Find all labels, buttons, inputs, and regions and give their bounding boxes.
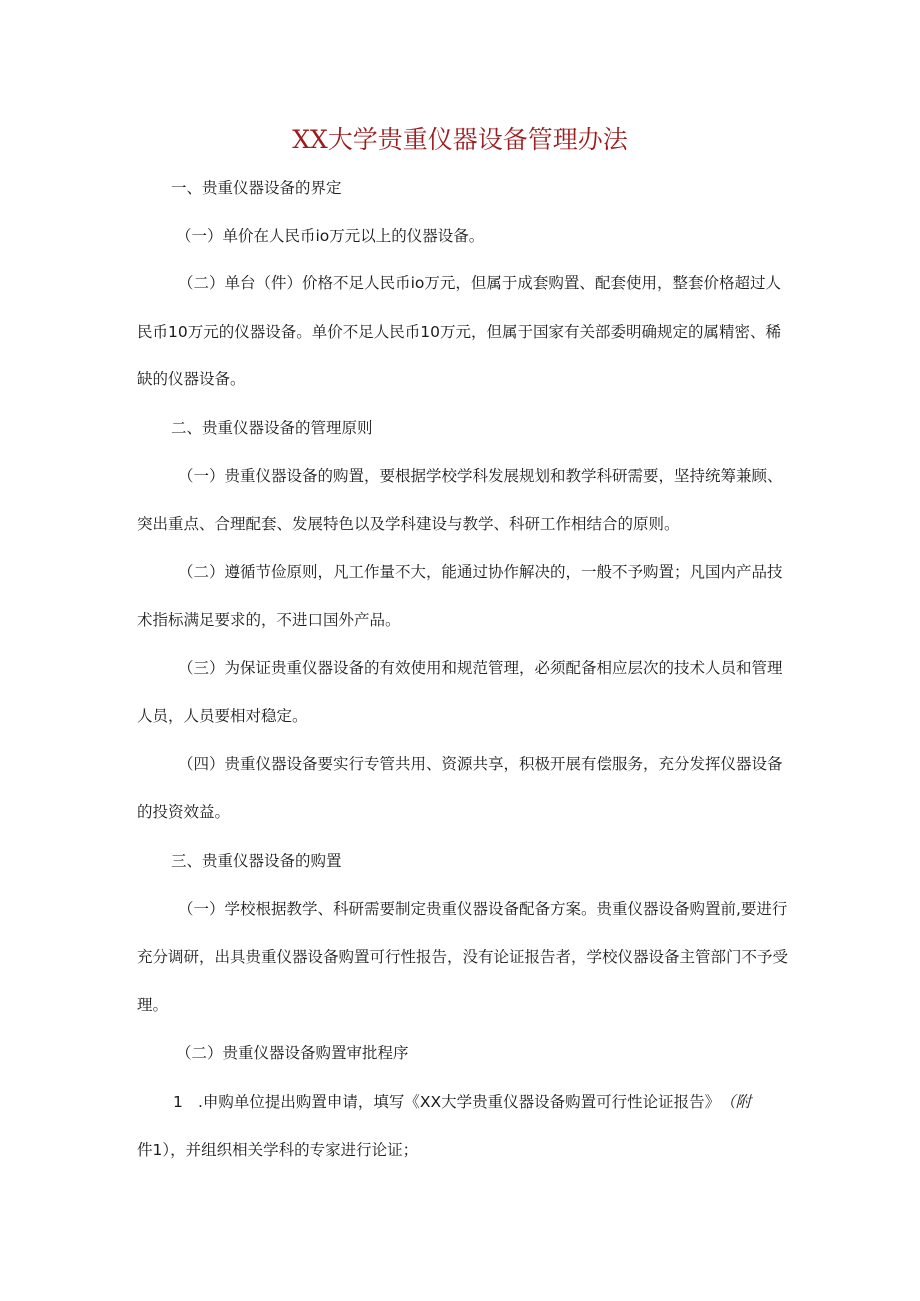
paragraph-line: （二）遵循节俭原则，凡工作量不大，能通过协作解决的，一般不予购置；凡国内产品技 [178,563,783,581]
paragraph-line: 的投资效益。 [137,803,231,821]
paragraph-line: （二）单台（件）价格不足人民币io万元，但属于成套购置、配套使用，整套价格超过人 [178,274,781,292]
paragraph-line: 术指标满足要求的，不进口国外产品。 [137,611,401,629]
paragraph-line: 民币10万元的仪器设备。单价不足人民币10万元，但属于国家有关部委明确规定的属精密、稀 [137,323,781,341]
paragraph-line: 人员，人员要相对稳定。 [137,707,308,725]
section-heading-3: 三、贵重仪器设备的购置 [171,852,342,870]
list-item-line-tail: （附 [720,1093,752,1111]
document-title: XX大学贵重仪器设备管理办法 [292,125,628,154]
subsection-heading: （二）贵重仪器设备购置审批程序 [176,1044,409,1062]
paragraph-line: 充分调研，出具贵重仪器设备购置可行性报告，没有论证报告者，学校仪器设备主管部门不予受 [137,948,789,966]
section-heading-2: 二、贵重仪器设备的管理原则 [171,419,373,437]
paragraph-line: 理。 [137,996,169,1014]
section-heading-1: 一、贵重仪器设备的界定 [171,179,342,197]
paragraph-line: （四）贵重仪器设备要实行专管共用、资源共享，积极开展有偿服务，充分发挥仪器设备 [178,755,783,773]
paragraph-line: （一）贵重仪器设备的购置，要根据学校学科发展规划和教学科研需要，坚持统筹兼顾、 [178,467,783,485]
list-item-number: 1 [173,1093,183,1111]
paragraph-line: （一）单价在人民币io万元以上的仪器设备。 [176,227,485,245]
paragraph-line: 缺的仪器设备。 [137,370,246,388]
paragraph-line: 突出重点、合理配套、发展特色以及学科建设与教学、科研工作相结合的原则。 [137,515,680,533]
paragraph-line: （一）学校根据教学、科研需要制定贵重仪器设备配备方案。贵重仪器设备购置前,要进行 [178,900,788,918]
list-item-line: 件1），并组织相关学科的专家进行论证； [137,1141,419,1159]
list-item-line: .申购单位提出购置申请，填写《XX大学贵重仪器设备购置可行性论证报告》 [198,1093,721,1111]
paragraph-line: （三）为保证贵重仪器设备的有效使用和规范管理，必须配备相应层次的技术人员和管理 [178,659,783,677]
